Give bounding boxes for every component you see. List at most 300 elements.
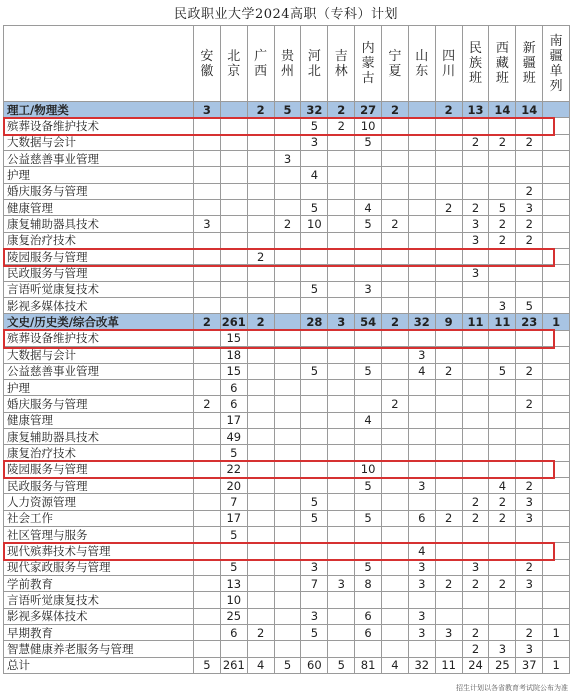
quota-cell	[301, 641, 328, 657]
quota-cell	[194, 265, 221, 281]
quota-cell	[489, 526, 516, 542]
column-header-label: 广西	[254, 48, 268, 79]
major-name: 公益慈善事业管理	[4, 363, 194, 379]
quota-cell: 3	[462, 232, 489, 248]
quota-cell	[408, 526, 435, 542]
column-header	[543, 26, 570, 102]
quota-cell	[194, 151, 221, 167]
column-header	[328, 26, 355, 102]
quota-cell	[355, 298, 382, 314]
quota-cell	[247, 347, 274, 363]
table-row	[4, 151, 570, 167]
quota-cell	[247, 445, 274, 461]
quota-cell	[274, 314, 301, 330]
quota-cell	[435, 379, 462, 395]
quota-cell: 3	[462, 265, 489, 281]
major-name: 民政服务与管理	[4, 265, 194, 281]
quota-cell: 5	[274, 102, 301, 118]
quota-cell: 4	[247, 657, 274, 673]
quota-cell	[301, 543, 328, 559]
quota-cell	[220, 151, 247, 167]
quota-cell	[543, 608, 570, 624]
quota-cell	[435, 428, 462, 444]
quota-cell: 2	[489, 134, 516, 150]
quota-cell: 2	[382, 216, 409, 232]
quota-cell: 5	[328, 657, 355, 673]
major-name: 婚庆服务与管理	[4, 183, 194, 199]
quota-cell: 2	[516, 216, 543, 232]
quota-cell	[516, 543, 543, 559]
header-row	[4, 26, 570, 102]
quota-cell	[462, 543, 489, 559]
quota-cell: 3	[489, 298, 516, 314]
column-header	[274, 26, 301, 102]
quota-cell: 3	[301, 134, 328, 150]
quota-cell	[328, 347, 355, 363]
quota-cell: 3	[462, 559, 489, 575]
column-header-label: 北京	[227, 48, 241, 79]
quota-cell	[194, 363, 221, 379]
quota-cell: 2	[516, 183, 543, 199]
quota-cell: 3	[194, 102, 221, 118]
quota-cell	[355, 183, 382, 199]
quota-cell: 5	[301, 494, 328, 510]
quota-cell	[382, 249, 409, 265]
quota-cell: 2	[247, 249, 274, 265]
quota-cell	[247, 363, 274, 379]
quota-cell	[489, 118, 516, 134]
quota-cell	[274, 281, 301, 297]
quota-cell	[274, 249, 301, 265]
quota-cell: 11	[435, 657, 462, 673]
quota-cell	[274, 608, 301, 624]
quota-cell: 2	[247, 102, 274, 118]
quota-cell	[382, 412, 409, 428]
quota-cell: 5	[355, 134, 382, 150]
quota-cell: 60	[301, 657, 328, 673]
quota-cell	[274, 445, 301, 461]
quota-cell	[516, 118, 543, 134]
quota-cell	[408, 592, 435, 608]
quota-cell	[328, 232, 355, 248]
major-name: 社会工作	[4, 510, 194, 526]
quota-cell	[489, 592, 516, 608]
major-name: 健康管理	[4, 412, 194, 428]
major-name: 人力资源管理	[4, 494, 194, 510]
quota-cell	[408, 379, 435, 395]
quota-cell	[489, 167, 516, 183]
quota-cell: 2	[274, 216, 301, 232]
major-name: 民政服务与管理	[4, 477, 194, 493]
quota-cell: 10	[355, 118, 382, 134]
quota-cell	[220, 249, 247, 265]
quota-cell	[247, 526, 274, 542]
quota-cell	[274, 200, 301, 216]
quota-cell: 2	[489, 494, 516, 510]
column-header	[489, 26, 516, 102]
quota-cell: 5	[220, 526, 247, 542]
quota-cell	[408, 445, 435, 461]
quota-cell	[274, 494, 301, 510]
quota-cell	[220, 232, 247, 248]
quota-cell	[220, 118, 247, 134]
quota-cell	[328, 641, 355, 657]
quota-cell: 261	[221, 315, 246, 330]
column-header-label: 新疆班	[522, 41, 536, 86]
quota-cell	[194, 183, 221, 199]
quota-cell	[328, 265, 355, 281]
quota-cell	[355, 445, 382, 461]
quota-cell	[194, 298, 221, 314]
quota-cell	[301, 265, 328, 281]
quota-cell	[516, 445, 543, 461]
quota-cell	[435, 298, 462, 314]
quota-cell: 5	[301, 118, 328, 134]
quota-cell	[328, 396, 355, 412]
major-name: 早期教育	[4, 625, 194, 641]
table-row	[4, 575, 570, 591]
quota-cell: 5	[489, 363, 516, 379]
quota-cell: 3	[516, 575, 543, 591]
quota-cell: 2	[247, 625, 274, 641]
quota-cell	[247, 494, 274, 510]
quota-cell: 3	[301, 608, 328, 624]
quota-cell: 5	[301, 200, 328, 216]
quota-cell: 2	[516, 363, 543, 379]
quota-cell: 3	[328, 575, 355, 591]
quota-cell	[489, 183, 516, 199]
quota-cell	[382, 232, 409, 248]
table-row	[4, 347, 570, 363]
column-header	[382, 26, 409, 102]
quota-cell	[328, 461, 355, 477]
quota-cell: 32	[408, 314, 435, 330]
quota-cell	[543, 412, 570, 428]
quota-cell	[194, 232, 221, 248]
quota-cell	[274, 559, 301, 575]
quota-cell	[435, 543, 462, 559]
column-header-label: 内蒙古	[361, 41, 375, 86]
quota-cell: 3	[435, 625, 462, 641]
quota-cell	[355, 265, 382, 281]
quota-cell	[301, 347, 328, 363]
quota-cell	[274, 592, 301, 608]
quota-cell: 49	[220, 428, 247, 444]
quota-cell: 2	[462, 134, 489, 150]
enrollment-plan-table	[3, 25, 570, 674]
quota-cell: 2	[435, 102, 462, 118]
quota-cell: 15	[220, 330, 247, 346]
quota-cell	[489, 265, 516, 281]
quota-cell	[543, 232, 570, 248]
quota-cell: 23	[516, 314, 543, 330]
quota-cell	[489, 281, 516, 297]
quota-cell	[274, 526, 301, 542]
table-row	[4, 167, 570, 183]
quota-cell	[328, 134, 355, 150]
table-row	[4, 412, 570, 428]
quota-cell	[194, 428, 221, 444]
quota-cell: 2	[194, 396, 221, 412]
quota-cell	[408, 330, 435, 346]
major-name: 言语听觉康复技术	[4, 592, 194, 608]
column-header	[220, 26, 247, 102]
table-row	[4, 183, 570, 199]
quota-cell: 37	[516, 657, 543, 673]
quota-cell	[462, 526, 489, 542]
quota-cell	[408, 167, 435, 183]
quota-cell	[301, 183, 328, 199]
quota-cell: 3	[274, 151, 301, 167]
quota-cell	[220, 200, 247, 216]
quota-cell	[301, 232, 328, 248]
quota-cell	[489, 461, 516, 477]
major-name: 公益慈善事业管理	[4, 151, 194, 167]
header-corner	[4, 26, 194, 102]
major-name: 影视多媒体技术	[4, 608, 194, 624]
quota-cell	[408, 232, 435, 248]
quota-cell: 3	[408, 559, 435, 575]
quota-cell: 20	[220, 477, 247, 493]
quota-cell	[516, 412, 543, 428]
quota-cell	[194, 543, 221, 559]
quota-cell	[543, 543, 570, 559]
quota-cell: 2	[435, 510, 462, 526]
quota-cell	[435, 167, 462, 183]
quota-cell	[543, 363, 570, 379]
table-row	[4, 298, 570, 314]
quota-cell: 2	[516, 625, 543, 641]
quota-cell	[328, 510, 355, 526]
table-row	[4, 543, 570, 559]
table-row	[4, 265, 570, 281]
quota-cell	[194, 118, 221, 134]
quota-cell	[355, 347, 382, 363]
quota-cell: 5	[194, 657, 221, 673]
major-name: 护理	[4, 167, 194, 183]
quota-cell	[247, 608, 274, 624]
quota-cell	[408, 281, 435, 297]
quota-cell	[462, 281, 489, 297]
quota-cell: 9	[435, 314, 462, 330]
table-row	[4, 608, 570, 624]
quota-cell	[328, 592, 355, 608]
quota-cell	[489, 543, 516, 559]
quota-cell: 25	[489, 657, 516, 673]
quota-cell: 5	[301, 510, 328, 526]
quota-cell	[194, 461, 221, 477]
quota-cell	[301, 461, 328, 477]
quota-cell: 2	[462, 510, 489, 526]
quota-cell	[382, 363, 409, 379]
quota-cell	[382, 510, 409, 526]
quota-cell	[408, 461, 435, 477]
quota-cell: 2	[435, 363, 462, 379]
quota-cell	[382, 281, 409, 297]
quota-cell	[355, 543, 382, 559]
table-row	[4, 363, 570, 379]
quota-cell: 22	[220, 461, 247, 477]
quota-cell	[220, 134, 247, 150]
quota-cell	[247, 281, 274, 297]
quota-cell	[328, 526, 355, 542]
quota-cell	[355, 330, 382, 346]
quota-cell	[247, 575, 274, 591]
quota-cell: 2	[194, 314, 221, 330]
quota-cell	[382, 347, 409, 363]
quota-cell	[247, 510, 274, 526]
quota-cell	[435, 330, 462, 346]
quota-cell	[489, 412, 516, 428]
quota-cell: 27	[355, 102, 382, 118]
quota-cell	[355, 526, 382, 542]
quota-cell	[462, 445, 489, 461]
quota-cell	[543, 281, 570, 297]
quota-cell	[220, 216, 247, 232]
quota-cell: 4	[355, 200, 382, 216]
quota-cell	[355, 249, 382, 265]
quota-cell	[355, 167, 382, 183]
quota-cell	[247, 543, 274, 559]
major-name: 康复治疗技术	[4, 232, 194, 248]
quota-cell	[435, 183, 462, 199]
quota-cell	[489, 379, 516, 395]
quota-cell	[543, 592, 570, 608]
major-name: 文史/历史类/综合改革	[4, 314, 194, 330]
quota-cell	[489, 249, 516, 265]
quota-cell	[274, 641, 301, 657]
quota-cell	[194, 494, 221, 510]
table-row	[4, 510, 570, 526]
quota-cell	[382, 265, 409, 281]
quota-cell: 261	[220, 657, 247, 673]
quota-cell	[516, 526, 543, 542]
quota-cell	[194, 641, 221, 657]
quota-cell	[516, 167, 543, 183]
quota-cell	[516, 379, 543, 395]
quota-cell	[382, 543, 409, 559]
quota-cell	[194, 200, 221, 216]
quota-cell	[382, 428, 409, 444]
quota-cell	[247, 396, 274, 412]
quota-cell	[274, 428, 301, 444]
quota-cell: 3	[408, 347, 435, 363]
quota-cell: 3	[489, 641, 516, 657]
quota-cell	[408, 298, 435, 314]
quota-cell: 5	[274, 657, 301, 673]
quota-cell	[489, 625, 516, 641]
column-header-label: 民族班	[469, 41, 483, 86]
table-row	[4, 494, 570, 510]
quota-cell	[328, 543, 355, 559]
quota-cell	[382, 330, 409, 346]
quota-cell	[516, 592, 543, 608]
quota-cell: 10	[220, 592, 247, 608]
quota-cell	[274, 330, 301, 346]
column-header-label: 山东	[415, 48, 429, 79]
quota-cell: 2	[462, 625, 489, 641]
quota-cell	[220, 102, 247, 118]
quota-cell	[247, 200, 274, 216]
quota-cell	[382, 445, 409, 461]
quota-cell	[462, 330, 489, 346]
quota-cell: 24	[462, 657, 489, 673]
quota-cell	[274, 412, 301, 428]
quota-cell	[301, 592, 328, 608]
quota-cell	[328, 298, 355, 314]
quota-cell	[543, 118, 570, 134]
quota-cell: 3	[355, 281, 382, 297]
quota-cell	[382, 575, 409, 591]
quota-cell	[274, 134, 301, 150]
column-header-label: 安徽	[200, 48, 214, 79]
quota-cell	[220, 167, 247, 183]
quota-cell: 2	[435, 575, 462, 591]
quota-cell	[543, 265, 570, 281]
quota-cell: 5	[516, 298, 543, 314]
quota-cell: 2	[462, 200, 489, 216]
quota-cell	[220, 298, 247, 314]
major-name: 殡葬设备维护技术	[4, 330, 194, 346]
quota-cell: 5	[301, 625, 328, 641]
quota-cell: 10	[355, 461, 382, 477]
quota-cell: 2	[328, 118, 355, 134]
quota-cell: 6	[220, 379, 247, 395]
quota-cell	[274, 575, 301, 591]
quota-cell: 2	[516, 477, 543, 493]
quota-cell	[247, 412, 274, 428]
major-name: 健康管理	[4, 200, 194, 216]
major-name: 陵园服务与管理	[4, 461, 194, 477]
quota-cell	[382, 608, 409, 624]
quota-cell	[355, 494, 382, 510]
quota-cell	[328, 183, 355, 199]
quota-cell: 1	[543, 625, 570, 641]
quota-cell	[355, 379, 382, 395]
quota-cell	[274, 347, 301, 363]
quota-cell	[516, 281, 543, 297]
quota-cell	[382, 477, 409, 493]
quota-cell	[543, 559, 570, 575]
table-row	[4, 428, 570, 444]
quota-cell	[328, 330, 355, 346]
major-name: 大数据与会计	[4, 134, 194, 150]
quota-cell	[220, 543, 247, 559]
quota-cell: 3	[194, 216, 221, 232]
quota-cell: 6	[220, 396, 247, 412]
quota-cell: 1	[543, 657, 570, 673]
table-row	[4, 559, 570, 575]
quota-cell: 3	[301, 559, 328, 575]
quota-cell	[435, 134, 462, 150]
quota-cell: 28	[301, 314, 328, 330]
quota-cell	[247, 167, 274, 183]
quota-cell	[543, 510, 570, 526]
quota-cell	[194, 347, 221, 363]
quota-cell	[382, 151, 409, 167]
quota-cell	[328, 379, 355, 395]
total-row	[4, 657, 570, 673]
column-header-label: 宁夏	[388, 48, 402, 79]
table-row	[4, 477, 570, 493]
quota-cell	[247, 151, 274, 167]
quota-cell: 4	[355, 412, 382, 428]
quota-cell: 5	[355, 510, 382, 526]
quota-cell	[408, 249, 435, 265]
quota-cell	[543, 151, 570, 167]
quota-cell	[274, 396, 301, 412]
column-header-label: 西藏班	[495, 41, 509, 86]
